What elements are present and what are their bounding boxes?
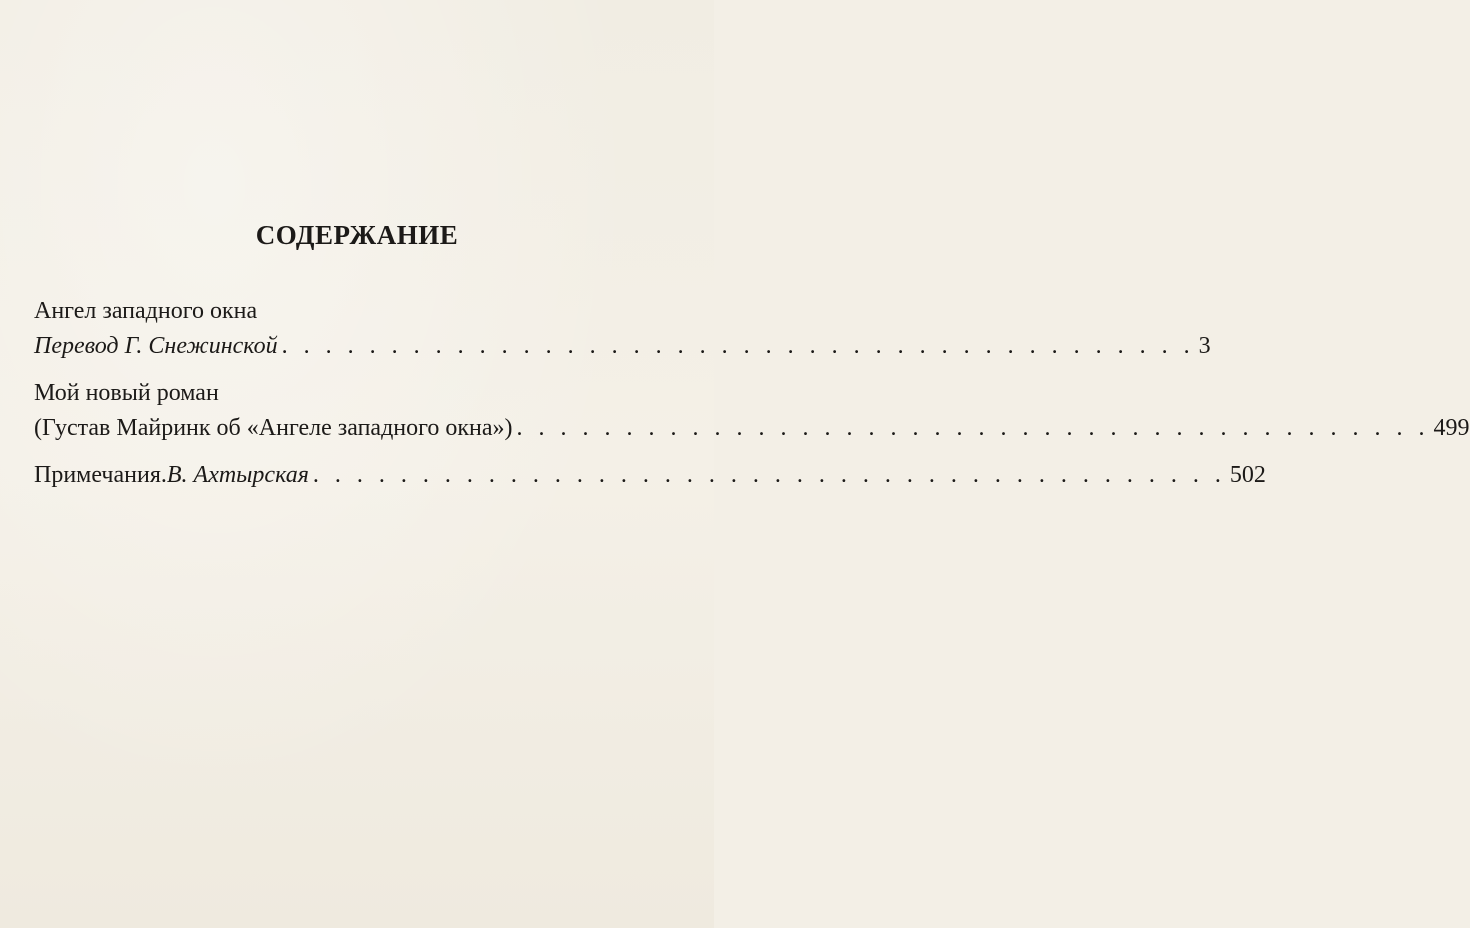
toc-entry-title-line (34, 376, 680, 411)
toc-entry-title: Мой новый роман (34, 380, 219, 406)
toc-entry-subtitle: (Густав Майринк об «Ангеле западного окна») (34, 415, 513, 441)
page-title: СОДЕРЖАНИЕ (255, 220, 459, 250)
dot-leader: . . . . . . . . . . . . . . . . . . . . . . . . . . . . . . . . . . . . . . . . . . (312, 462, 1226, 488)
toc-entry-subtitle-line (34, 329, 1211, 364)
toc-entry-angel (34, 294, 1211, 364)
dot-leader: . . . . . . . . . . . . . . . . . . . . . . . . . . . . . . . . . . . . . . . . . . (516, 415, 1430, 441)
toc-entry-translator: Перевод Г. Снежинской (34, 333, 278, 359)
toc-entry-subtitle-line (34, 411, 1470, 446)
toc-page-number: 502 (1229, 462, 1266, 488)
toc-entry-title: Примечания. (34, 462, 167, 488)
toc-entry-title: Ангел западного окна (34, 298, 258, 324)
dot-leader: . . . . . . . . . . . . . . . . . . . . . . . . . . . . . . . . . . . . . . . . . . (281, 333, 1195, 359)
toc-entry-title-line (34, 458, 1266, 493)
table-of-contents (34, 294, 1470, 505)
toc-entry-novel (34, 376, 1470, 446)
toc-page-number: 499 (1433, 415, 1470, 441)
toc-page-number: 3 (1198, 333, 1211, 359)
toc-entry-title-line (34, 294, 680, 329)
toc-entry-notes (34, 458, 1266, 493)
toc-entry-author: В. Ахтырская (166, 462, 309, 488)
